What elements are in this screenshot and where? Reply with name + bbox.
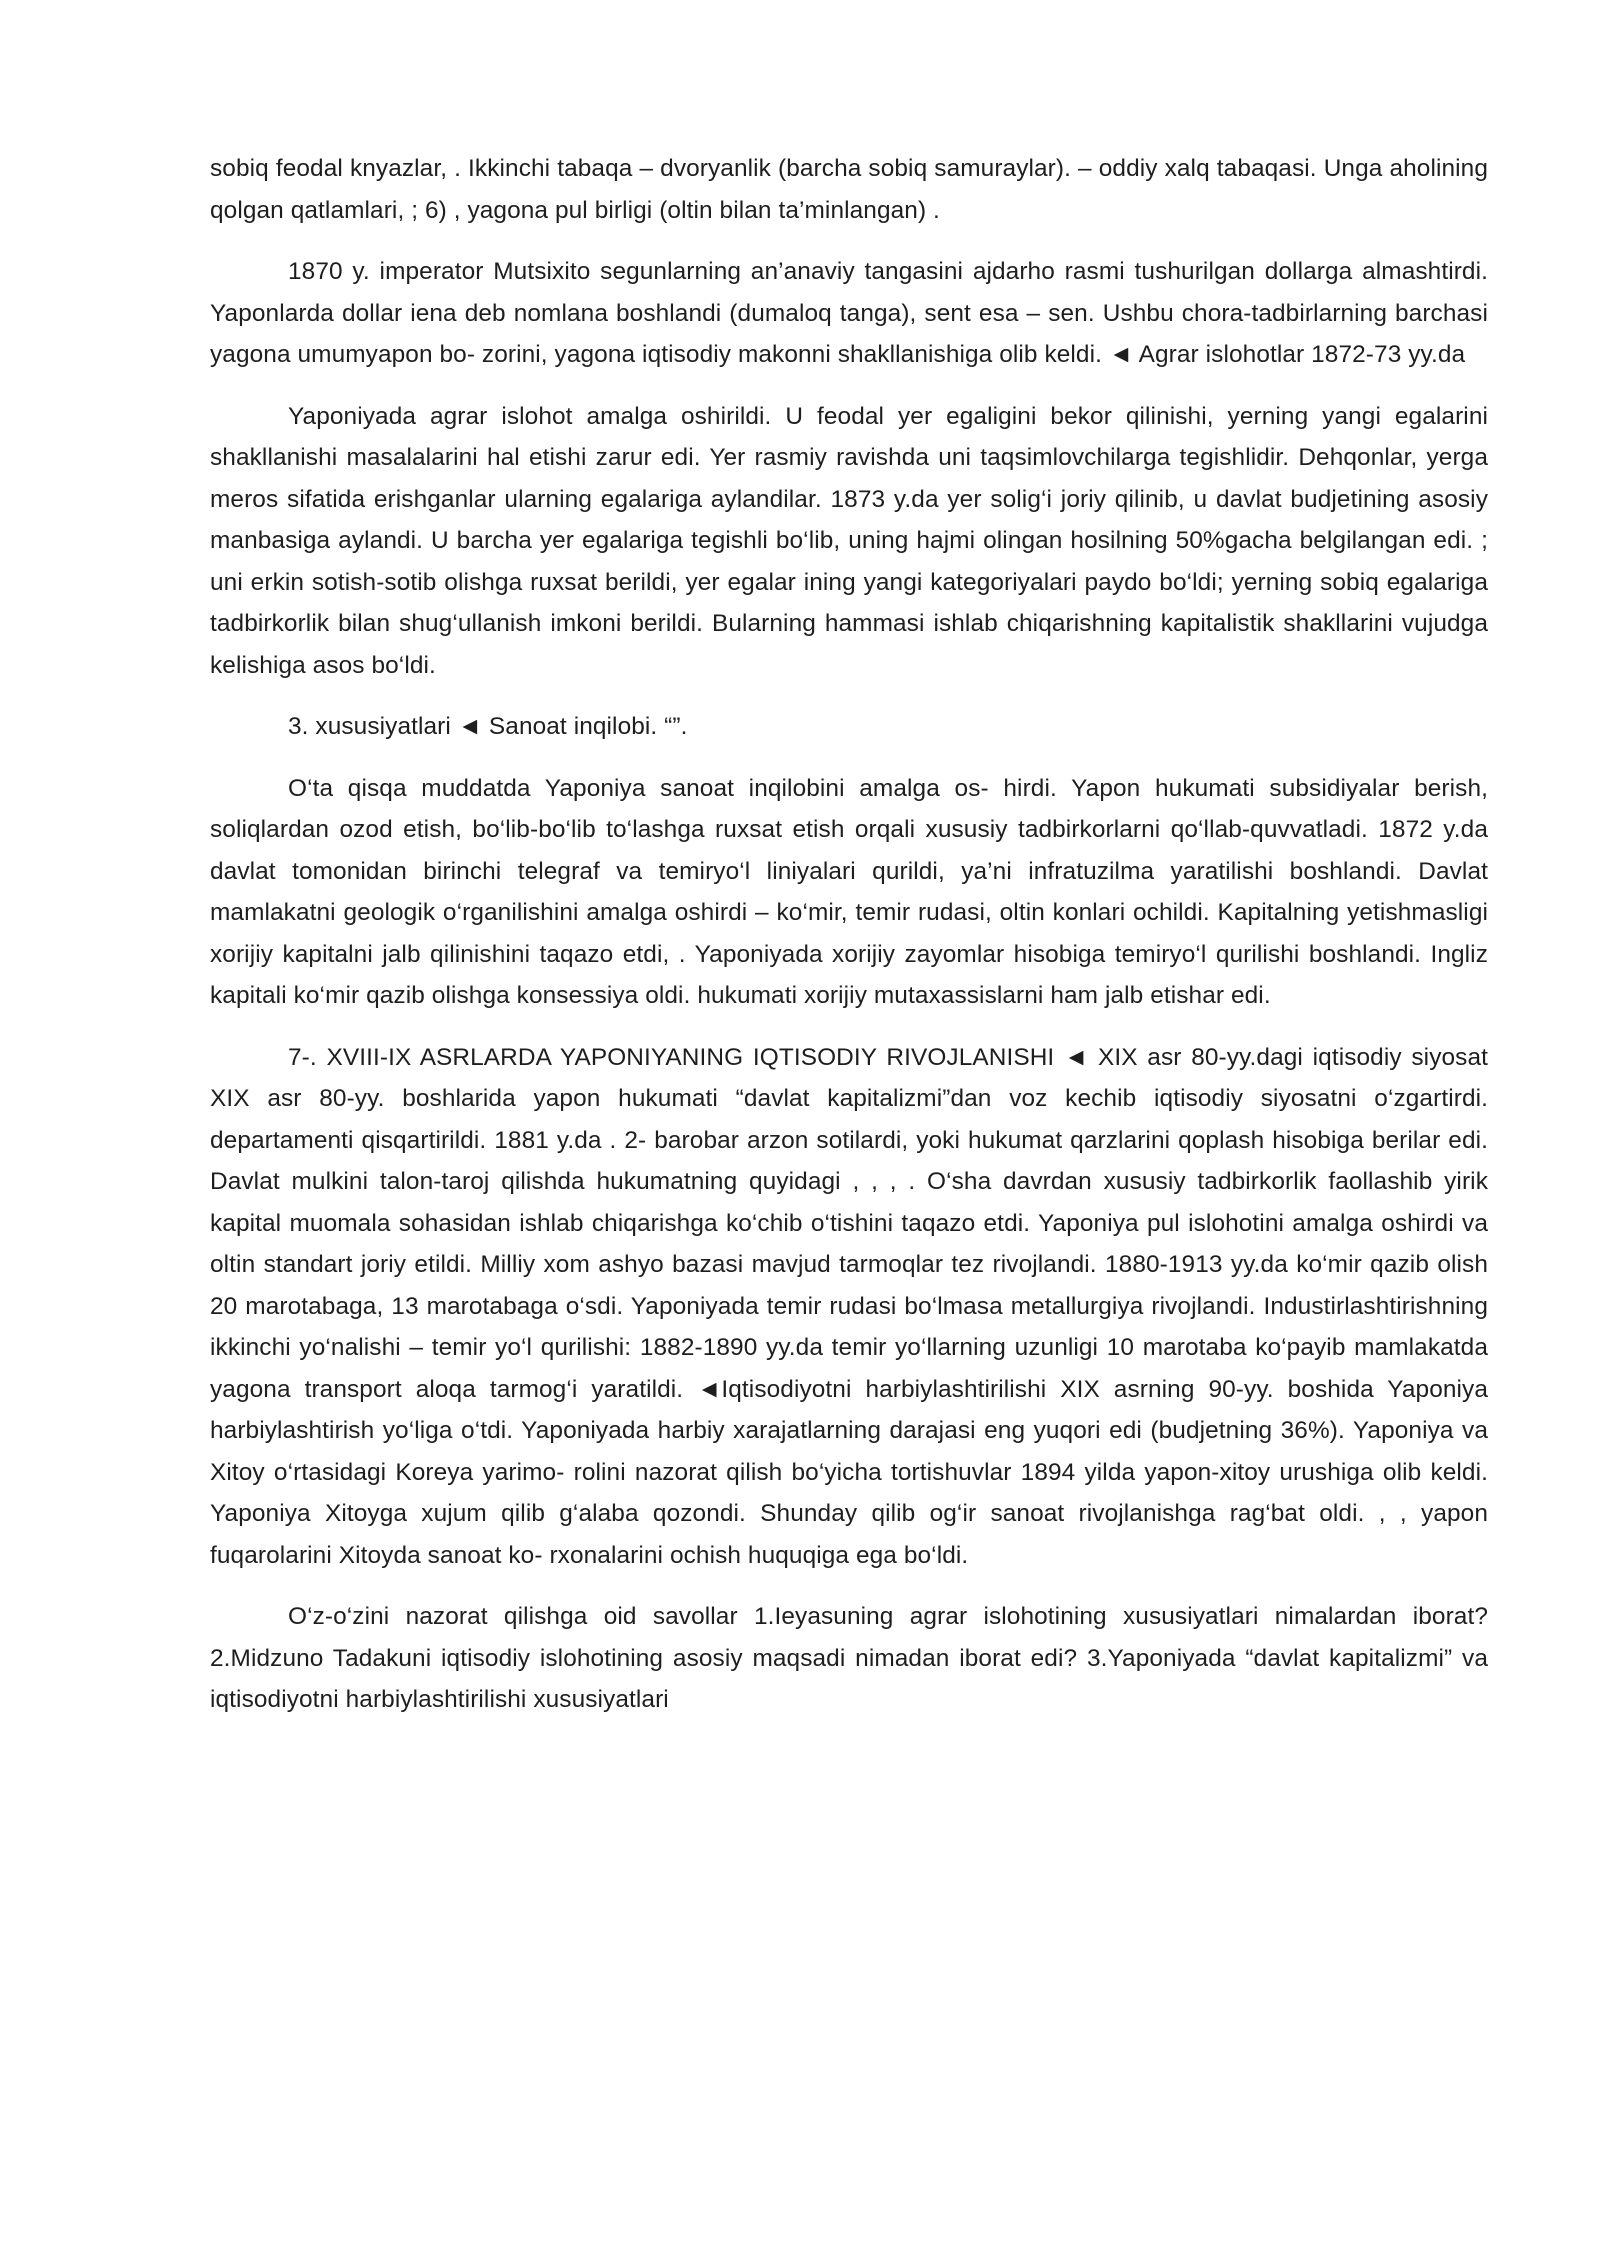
paragraph-2: 1870 y. imperator Mutsixito segunlarning an’anaviy tangasini ajdarho rasmi tushurilgan dollarga almashtirdi. Yaponlarda dollar iena deb nomlana boshlandi (dumaloq tanga), sent esa – sen. Ushbu chora-tadbirlarning barchasi yagona umumyapon bo- zorini, yagona iqtisodiy makonni shakllanishiga olib keldi. ◄ Agrar islohotlar 1872-73 yy.da [210,258,1488,368]
paragraph-1: sobiq feodal knyazlar, . Ikkinchi tabaqa – dvoryanlik (barcha sobiq samuraylar). – oddiy xalq tabaqasi. Unga aholining qolgan qatlamlari, ; 6) , yagona pul birligi (oltin bilan ta’minlangan) . [210,155,1488,224]
paragraph-4: 3. xususiyatlari ◄ Sanoat inqilobi. “”. [288,713,688,740]
paragraph-7: O‘z-o‘zini nazorat qilishga oid savollar 1.Ieyasuning agrar islohotining xususiyatlari nimalardan iborat? 2.Midzuno Tadakuni iqtisodiy islohotining asosiy maqsadi nimadan iborat edi? 3.Yaponiyada “davlat kapitalizmi” va iqtisodiyotni harbiylashtirilishi xususiyatlari [210,1603,1488,1713]
paragraph-6: 7-. XVIII-IX ASRLARDA YAPONIYANING IQTISODIY RIVOJLANISHI ◄ XIX asr 80-yy.dagi iqtisodiy siyosat XIX asr 80-yy. boshlarida yapon hukumati “davlat kapitalizmi”dan voz kechib iqtisodiy siyosatni o‘zgartirdi. departamenti qisqartirildi. 1881 y.da . 2- barobar arzon sotilardi, yoki hukumat qarzlarini qoplash hisobiga berilar edi. Davlat mulkini talon-taroj qilishda hukumatning quyidagi , , , . O‘sha davrdan xususiy tadbirkorlik faollashib yirik kapital muomala sohasidan ishlab chiqarishga ko‘chib o‘tishini taqazo etdi. Yaponiya pul islohotini amalga oshirdi va oltin standart joriy etildi. Milliy xom ashyo bazasi mavjud tarmoqlar tez rivojlandi. 1880-1913 yy.da ko‘mir qazib olish 20 marotabaga, 13 marotabaga o‘sdi. Yaponiyada temir rudasi bo‘lmasa metallurgiya rivojlandi. Industirlashtirishning ikkinchi yo‘nalishi – temir yo‘l qurilishi: 1882-1890 yy.da temir yo‘llarning uzunligi 10 marotaba ko‘payib mamlakatda yagona transport aloqa tarmog‘i yaratildi. ◄Iqtisodiyotni harbiylashtirilishi XIX asrning 90-yy. boshida Yaponiya harbiylashtirish yo‘liga o‘tdi. Yaponiyada harbiy xarajatlarning darajasi eng yuqori edi (budjetning 36%). Yaponiya va Xitoy o‘rtasidagi Koreya yarimo- rolini nazorat qilish bo‘yicha tortishuvlar 1894 yilda yapon-xitoy urushiga olib keldi. Yaponiya Xitoyga xujum qilib g‘alaba qozondi. Shunday qilib og‘ir sanoat rivojlanishga rag‘bat oldi. , , yapon fuqarolarini Xitoyda sanoat ko- rxonalarini ochish huquqiga ega bo‘ldi. [210,1043,1488,1569]
document-body [210,148,1488,1741]
paragraph-3: Yaponiyada agrar islohot amalga oshirildi. U feodal yer egaligini bekor qilinishi, yerning yangi egalarini shakllanishi masalalarini hal etishi zarur edi. Yer rasmiy ravishda uni taqsimlovchilarga tegishlidir. Dehqonlar, yerga meros sifatida erishganlar ularning egalariga aylandilar. 1873 y.da yer solig‘i joriy qilinib, u davlat budjetining asosiy manbasiga aylandi. U barcha yer egalariga tegishli bo‘lib, uning hajmi olingan hosilning 50%gacha belgilangan edi. ; uni erkin sotish-sotib olishga ruxsat berildi, yer egalar ining yangi kategoriyalari paydo bo‘ldi; yerning sobiq egalariga tadbirkorlik bilan shug‘ullanish imkoni berildi. Bularning hammasi ishlab chiqarishning kapitalistik shakllarini vujudga kelishiga asos bo‘ldi. [210,402,1488,679]
paragraph-5: O‘ta qisqa muddatda Yaponiya sanoat inqilobini amalga os- hirdi. Yapon hukumati subsidiyalar berish, soliqlardan ozod etish, bo‘lib-bo‘lib to‘lashga ruxsat etish orqali xususiy tadbirkorlarni qo‘llab-quvvatladi. 1872 y.da davlat tomonidan birinchi telegraf va temiryo‘l liniyalari qurildi, ya’ni infratuzilma yaratilishi boshlandi. Davlat mamlakatni geologik o‘rganilishini amalga oshirdi – ko‘mir, temir rudasi, oltin konlari ochildi. Kapitalning yetishmasligi xorijiy kapitalni jalb qilinishini taqazo etdi, . Yaponiyada xorijiy zayomlar hisobiga temiryo‘l qurilishi boshlandi. Ingliz kapitali ko‘mir qazib olishga konsessiya oldi. hukumati xorijiy mutaxassislarni ham jalb etishar edi. [210,774,1488,1009]
